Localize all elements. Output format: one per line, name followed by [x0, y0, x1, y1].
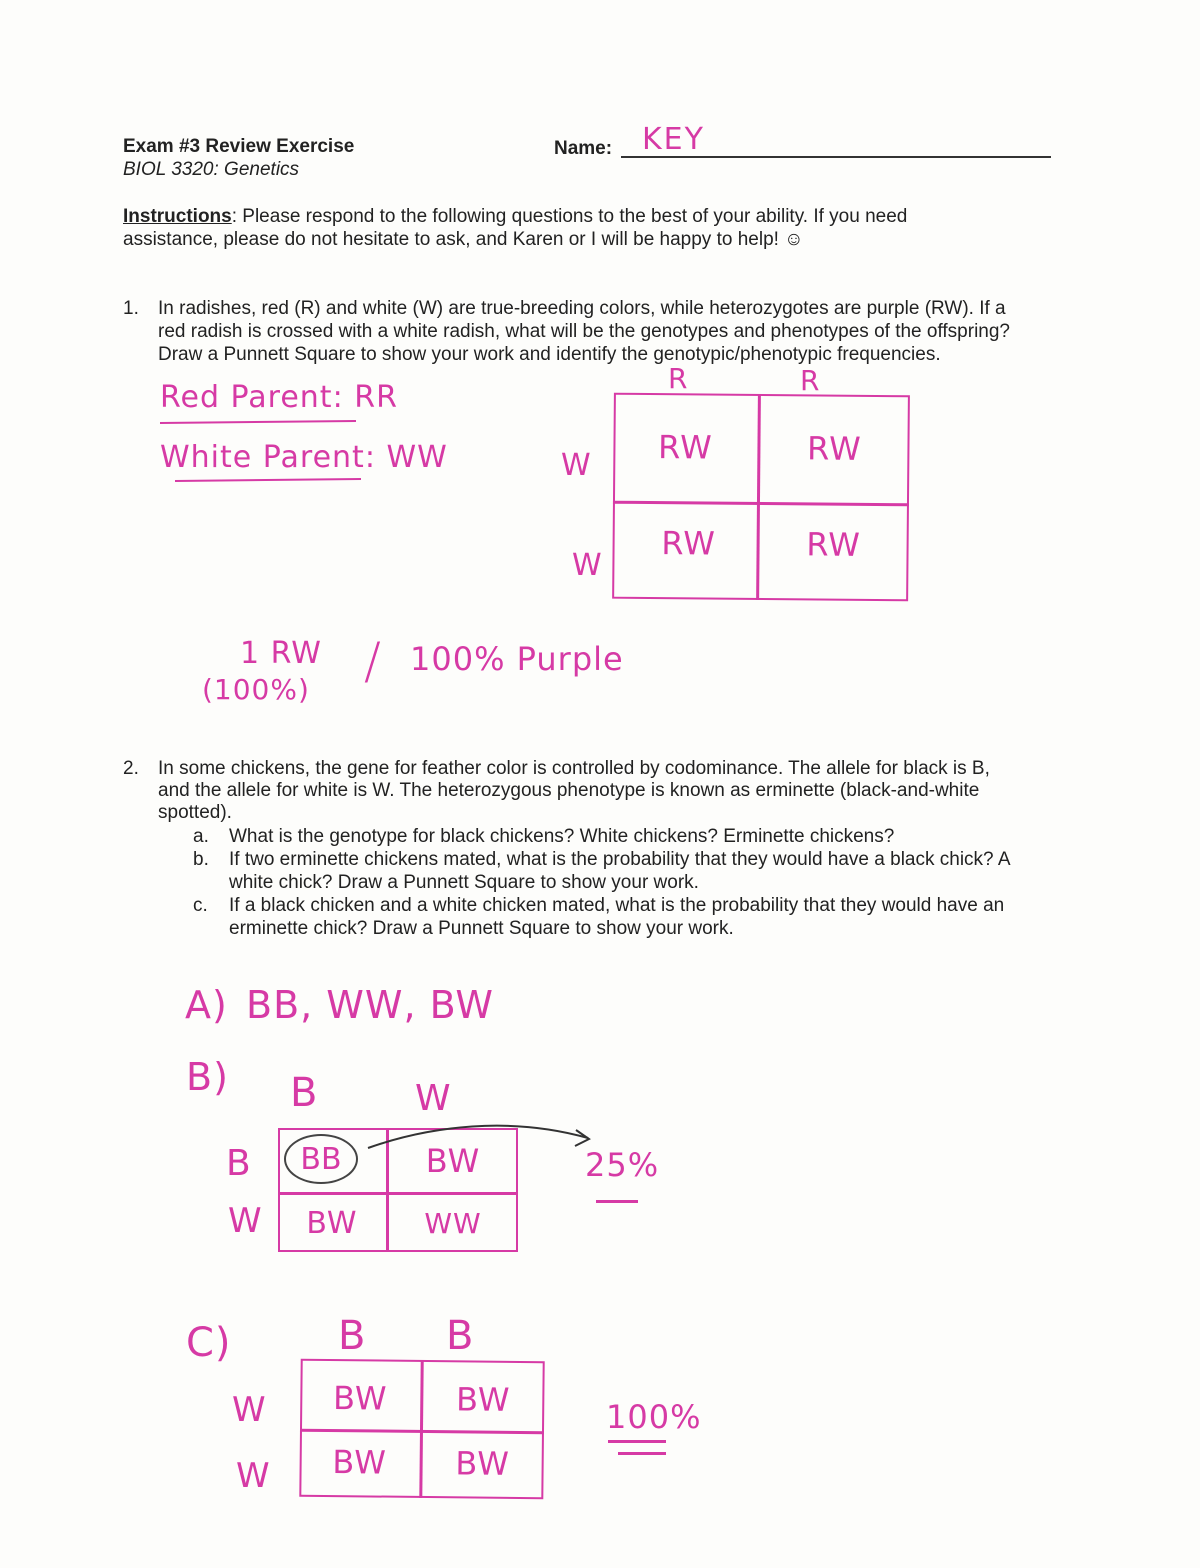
q2-number: 2.	[123, 758, 139, 779]
instructions-label: Instructions	[123, 206, 232, 227]
q1-row-header-2: W	[572, 548, 603, 583]
q1-cell-3: RW	[661, 524, 717, 563]
q2b-col-header-2: W	[415, 1078, 452, 1119]
q2-line3: spotted).	[158, 802, 232, 823]
q2a-text: What is the genotype for black chickens? White chickens? Erminette chickens?	[229, 826, 895, 847]
q2c-col-header-1: B	[338, 1313, 367, 1359]
q2c-cell-4: BW	[455, 1444, 511, 1483]
q2c-result-underline-2	[618, 1452, 666, 1455]
q2c-punnett-square	[299, 1359, 548, 1502]
q1-white-parent-genotype: : WW	[364, 440, 448, 475]
q1-white-parent-label: White Parent	[160, 440, 365, 475]
q1-number: 1.	[123, 298, 139, 319]
q2-line1: In some chickens, the gene for feather color is controlled by codominance. The allele for black is B,	[158, 758, 990, 779]
name-value: KEY	[642, 122, 705, 157]
q2b-result-underline	[596, 1200, 638, 1203]
q1-punnett-square	[612, 393, 914, 606]
q2-line2: and the allele for white is W. The heterozygous phenotype is known as erminette (black-and-white	[158, 780, 980, 801]
instructions-line1: : Please respond to the following questions to the best of your ability. If you need	[231, 206, 908, 227]
q2b-result: 25%	[585, 1146, 660, 1184]
q1-red-parent-genotype: : RR	[332, 380, 398, 415]
q1-ratio-percent: (100%)	[202, 673, 310, 706]
q2b-circle	[284, 1134, 358, 1184]
q2-answer-a-label: A)	[185, 983, 228, 1027]
q1-row-header-1: W	[561, 448, 592, 483]
q2b-line2: white chick? Draw a Punnett Square to show your work.	[229, 872, 699, 893]
q2c-line1: If a black chicken and a white chicken mated, what is the probability that they would have an	[229, 895, 1005, 916]
q2b-row-header-2: W	[228, 1201, 263, 1241]
q2b-col-header-1: B	[290, 1070, 319, 1116]
q2c-label: c.	[193, 895, 208, 916]
exam-title: Exam #3 Review Exercise	[123, 136, 355, 157]
q2b-arrow-icon	[360, 1108, 600, 1158]
q1-line3: Draw a Punnett Square to show your work and identify the genotypic/phenotypic frequencies.	[158, 344, 941, 365]
q1-cell-2: RW	[806, 429, 862, 468]
q2b-row-header-1: B	[226, 1143, 252, 1184]
q2b-cell-1: BB	[300, 1141, 342, 1177]
q2c-cell-3: BW	[332, 1443, 388, 1482]
q2c-col-header-2: B	[446, 1313, 475, 1359]
q2b-cell-2: BW	[425, 1142, 481, 1180]
q2c-line2: erminette chick? Draw a Punnett Square to show your work.	[229, 918, 734, 939]
q1-cell-1: RW	[657, 428, 713, 467]
q2c-cell-1: BW	[332, 1379, 388, 1418]
q2c-result-underline-1	[608, 1440, 666, 1443]
q2c-result: 100%	[606, 1398, 702, 1436]
q1-slash: /	[364, 632, 382, 690]
q1-line1: In radishes, red (R) and white (W) are true-breeding colors, while heterozygotes are purple (RW). If a	[158, 298, 1006, 319]
q1-col-header-1: R	[668, 362, 689, 395]
instructions	[123, 205, 907, 228]
q2b-label: b.	[193, 849, 209, 870]
name-label: Name:	[554, 138, 613, 159]
q1-line2: red radish is crossed with a white radish, what will be the genotypes and phenotypes of the offspring?	[158, 321, 1010, 342]
q2b-line1: If two erminette chickens mated, what is the probability that they would have a black chick? A	[229, 849, 1011, 870]
q2b-cell-4: WW	[424, 1206, 482, 1240]
q2c-cell-2: BW	[455, 1380, 511, 1419]
q1-white-parent	[160, 440, 448, 475]
q2a-label: a.	[193, 826, 209, 847]
course-name: BIOL 3320: Genetics	[123, 159, 300, 180]
q1-red-parent	[160, 380, 398, 415]
q2b-cell-3: BW	[306, 1205, 358, 1241]
q1-cell-4: RW	[806, 525, 862, 564]
instructions-line2: assistance, please do not hesitate to ask, and Karen or I will be happy to help! ☺	[123, 229, 804, 250]
q1-ratio: 1 RW	[240, 636, 322, 671]
q1-red-parent-label: Red Parent	[160, 380, 333, 415]
q1-phenotype: 100% Purple	[410, 640, 624, 678]
q2-answer-b-label: B)	[186, 1055, 229, 1099]
q2c-row-header-2: W	[236, 1456, 271, 1496]
q2-answer-c-label: C)	[186, 1320, 232, 1366]
q1-col-header-2: R	[800, 364, 821, 397]
q1-red-underline	[160, 420, 356, 424]
q2c-row-header-1: W	[232, 1390, 267, 1430]
q1-white-underline	[175, 478, 361, 482]
q2-answer-a: BB, WW, BW	[246, 983, 494, 1027]
